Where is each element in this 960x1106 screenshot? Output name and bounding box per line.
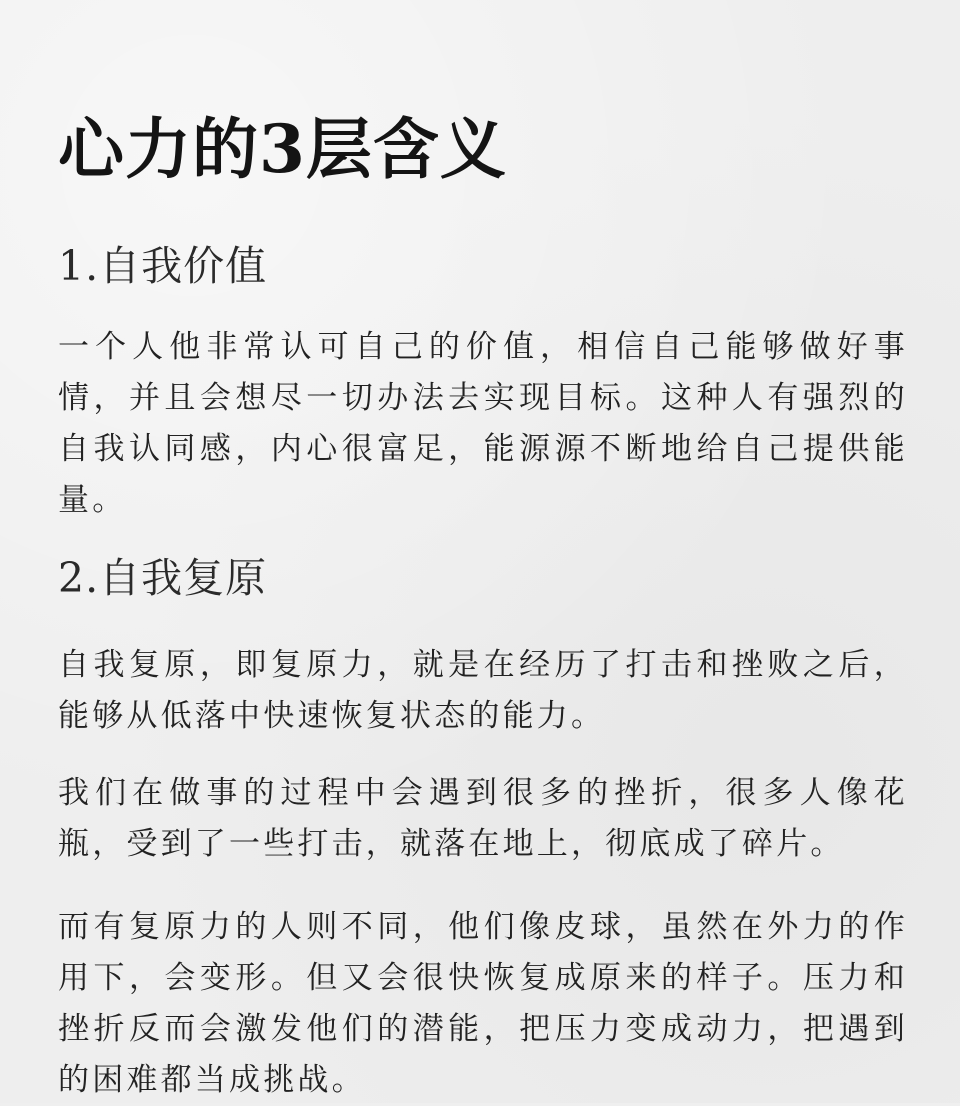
section-heading-self-worth: 1.自我价值 <box>58 242 268 290</box>
self-recovery-paragraph-2: 我们在做事的过程中会遇到很多的挫折，很多人像花瓶，受到了一些打击，就落在地上，彻底成了碎片。 <box>58 775 908 862</box>
page-title: 心力的3层含义 <box>58 110 507 188</box>
self-recovery-paragraph-3: 而有复原力的人则不同，他们像皮球，虽然在外力的作用下，会变形。但又会很快恢复成原来的样子。压力和挫折反而会激发他们的潜能，把压力变成动力，把遇到的困难都当成挑战。 <box>58 909 908 1098</box>
section-heading-self-recovery: 2.自我复原 <box>58 554 268 602</box>
self-worth-paragraph: 一个人他非常认可自己的价值，相信自己能够做好事情，并且会想尽一切办法去实现目标。这种人有强烈的自我认同感，内心很富足，能源源不断地给自己提供能量。 <box>58 329 908 518</box>
self-recovery-paragraph-1: 自我复原，即复原力，就是在经历了打击和挫败之后，能够从低落中快速恢复状态的能力。 <box>58 647 908 734</box>
